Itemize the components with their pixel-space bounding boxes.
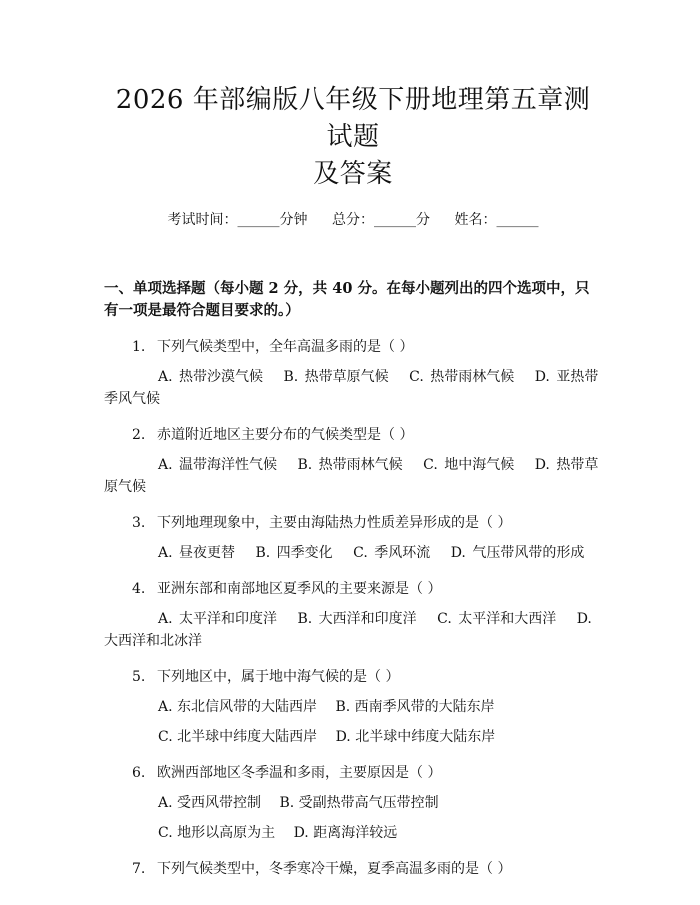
question-options-row-2 [104,726,602,748]
question-options [104,542,602,564]
question-options-row-1 [104,792,602,814]
option-b: B. 四季变化 [255,545,333,561]
question-4 [104,578,602,652]
option-b: B. 热带草原气候 [283,369,389,385]
option-a: A. 太平洋和印度洋 [158,611,278,627]
title-line-2: 及答案 [313,159,393,189]
option-a: A. 热带沙漠气候 [158,369,264,385]
option-a: A. 温带海洋性气候 [158,457,278,473]
question-stem [104,424,602,446]
question-number: 7. [132,861,146,877]
question-stem [104,762,602,784]
question-text: 赤道附近地区主要分布的气候类型是（ ） [157,427,414,443]
title-line-1: 2026 年部编版八年级下册地理第五章测试题 [115,85,591,152]
option-c: C. 北半球中纬度大陆西岸 [158,729,318,745]
option-d: D. 北半球中纬度大陆东岸 [335,729,496,745]
question-text: 下列地区中，属于地中海气候的是（ ） [157,669,400,685]
question-options [104,366,602,410]
question-stem [104,578,602,600]
question-text: 欧洲西部地区冬季温和多雨，主要原因是（ ） [157,765,442,781]
question-2 [104,424,602,498]
question-number: 5. [132,669,146,685]
option-a: A. 昼夜更替 [158,545,236,561]
option-d: D. 距离海洋较远 [293,825,398,841]
question-number: 1. [132,339,146,355]
option-d: D. 气压带风带的形成 [450,545,585,561]
exam-time-field: 考试时间：______分钟 [167,212,308,228]
option-c: C. 季风环流 [353,545,431,561]
document-title [104,0,602,193]
total-score-field: 总分：______分 [332,212,430,228]
question-number: 6. [132,765,146,781]
question-1 [104,336,602,410]
question-stem [104,666,602,688]
option-b: B. 受副热带高气压带控制 [279,795,439,811]
exam-meta [104,210,602,230]
question-options-row-2 [104,822,602,844]
option-d: D. 热带草原气候 [104,457,599,495]
question-options [104,454,602,498]
question-number: 4. [132,581,146,597]
question-stem [104,336,602,358]
option-d: D. 亚热带季风气候 [104,369,599,407]
section-1-header: 一、单项选择题（每小题 2 分，共 40 分。在每小题列出的四个选项中，只有一项是最符合题目要求的。） [104,280,590,319]
question-5 [104,666,602,748]
question-options [104,608,602,652]
question-6 [104,762,602,844]
option-c: C. 地中海气候 [423,457,515,473]
question-text: 亚洲东部和南部地区夏季风的主要来源是（ ） [157,581,442,597]
student-name-field: 姓名：______ [454,212,539,228]
question-number: 3. [132,515,146,531]
question-options-row-1 [104,696,602,718]
question-text: 下列地理现象中，主要由海陆热力性质差异形成的是（ ） [157,515,512,531]
option-b: B. 热带雨林气候 [297,457,403,473]
option-a: A. 东北信风带的大陆西岸 [158,699,318,715]
question-7 [104,858,602,880]
question-text: 下列气候类型中，全年高温多雨的是（ ） [157,339,414,355]
option-d: D. 大西洋和北冰洋 [104,611,592,649]
option-b: B. 西南季风带的大陆东岸 [335,699,495,715]
question-stem [104,512,602,534]
option-c: C. 地形以高原为主 [158,825,276,841]
option-c: C. 太平洋和大西洋 [437,611,557,627]
question-stem [104,858,602,880]
question-text: 下列气候类型中，冬季寒冷干燥，夏季高温多雨的是（ ） [157,861,512,877]
option-a: A. 受西风带控制 [158,795,262,811]
question-3 [104,512,602,564]
option-b: B. 大西洋和印度洋 [297,611,417,627]
option-c: C. 热带雨林气候 [409,369,515,385]
question-number: 2. [132,427,146,443]
